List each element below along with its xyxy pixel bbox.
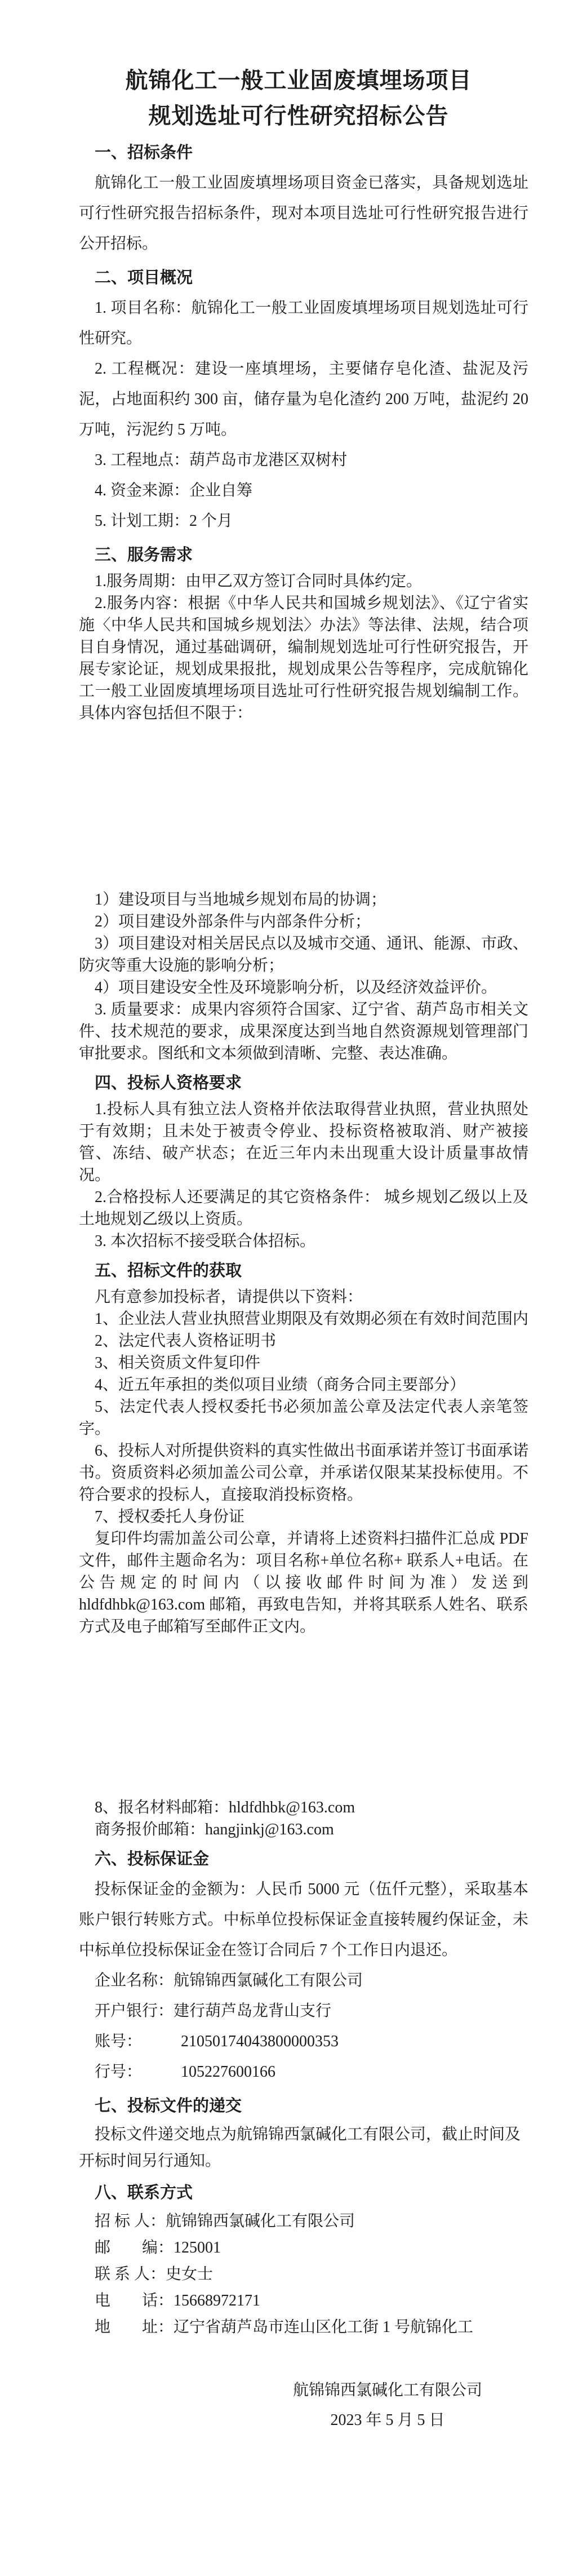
section-5-signup-email: 8、报名材料邮箱：hldfdhbk@163.com [95,1799,355,1816]
section-4-heading: 四、投标人资格要求 [95,1074,242,1092]
section-6-bankno-row [79,2057,528,2087]
section-3-paragraph-2: 2.服务内容：根据《中华人民共和国城乡规划法》、《辽宁省实施〈中华人民共和国城乡规划法〉办法》等法律、法规，结合项目自身情况，通过基础调研，编制规划选址可行性研究报告，开展专家论证，规划成果报批，规划成果公告等程序，完成航锦化工一般工业固废填埋场项目选址可行性研究报告规划编制工作。具体内容包括但不限于： [79,595,528,722]
section-3-subitem-3: 3）项目建设对相关居民点以及城市交通、通讯、能源、市政、防灾等重大设施的影响分析； [79,935,529,974]
section-2-item-4: 4. 资金来源：企业自筹 [95,482,253,499]
contact-phone-row: 电 话：15668972171 [95,2292,261,2309]
section-5-item-5: 5、法定代表人授权委托书必须加盖公章及法定代表人亲笔签字。 [79,1398,528,1438]
signature-company: 航锦锦西氯碱化工有限公司 [292,2382,482,2399]
section-3-paragraph-3: 3. 质量要求：成果内容须符合国家、辽宁省、葫芦岛市相关文件、技术规范的要求，成果深度达到当地自然资源规划管理部门审批要求。图纸和文本须做到清晰、完整、表达准确。 [79,1001,528,1062]
section-3-subitem-4: 4）项目建设安全性及环境影响分析，以及经济效益评价。 [95,979,497,996]
signature-date: 2023 年 5 月 5 日 [330,2411,445,2429]
section-3-subitem-2: 2）项目建设外部条件与内部条件分析； [95,913,371,930]
section-8-heading: 八、联系方式 [95,2184,193,2202]
section-1-paragraph: 航锦化工一般工业固废填埋场项目资金已落实，具备规划选址可行性研究报告招标条件，现对本项目选址可行性研究报告进行公开招标。 [79,174,528,252]
section-5-quote-email: 商务报价邮箱：hangjinkj@163.com [95,1821,334,1838]
section-5-item-6: 6、投标人对所提供资料的真实性做出书面承诺并签订书面承诺书。资质资料必须加盖公司公章，并承诺仅限某某投标使用。不符合要求的投标人，直接取消投标资格。 [79,1442,529,1504]
bank-number-value: 105227600166 [181,2063,276,2081]
account-number-value: 21050174043800000353 [181,2033,339,2050]
section-2-item-1: 1. 项目名称：航锦化工一般工业固废填埋场项目规划选址可行性研究。 [79,299,528,347]
page-break-gap-1 [79,724,528,889]
section-5-item-1: 1、企业法人营业执照营业期限及有效期必须在有效时间范围内 [95,1310,529,1328]
section-4-paragraph-2: 2.合格投标人还要满足的其它资格条件： 城乡规划乙级以上及土地规划乙级以上资质。 [79,1189,528,1228]
contact-person-row: 联 系 人：史女士 [95,2265,214,2283]
section-5-item-2: 2、法定代表人资格证明书 [95,1332,277,1350]
page-title-line2: 规划选址可行性研究招标公告 [148,104,449,128]
section-5-item-4: 4、近五年承担的类似项目业绩（商务合同主要部分） [95,1376,466,1394]
section-7-paragraph: 投标文件递交地点为航锦锦西氯碱化工有限公司，截止时间及开标时间另行通知。 [79,2126,521,2170]
contact-tenderer-row: 招 标 人：航锦锦西氯碱化工有限公司 [95,2213,355,2230]
section-4-paragraph-1: 1.投标人具有独立法人资格并依法取得营业执照，营业执照处于有效期；且未处于被责令停业、投标资格被取消、财产被接管、冻结、破产状态；在近三年内未出现重大设计质量事故情况。 [79,1101,528,1184]
account-number-label: 账号： [95,2033,143,2050]
page-break-gap-2 [79,1638,528,1797]
section-6-company-name: 企业名称：航锦锦西氯碱化工有限公司 [95,1972,363,1989]
section-5-note: 复印件均需加盖公司公章，并请将上述资料扫描件汇总成 PDF 文件，邮件主题命名为：项目名称+单位名称+ 联系人+电话。在公告规定的时间内（以接收邮件时间为准）发送到 hldfdhbk@163.com 邮箱，再致电告知，并将其联系人姓名、联系方式及电子邮箱写至邮件正文内。 [79,1530,528,1635]
section-4-paragraph-3: 3. 本次招标不接受联合体招标。 [95,1232,316,1250]
section-7-heading: 七、投标文件的递交 [95,2097,242,2115]
section-5-item-7: 7、授权委托人身份证 [95,1508,245,1526]
bank-number-label: 行号： [95,2063,143,2081]
section-6-paragraph: 投标保证金的金额为：人民币 5000 元（伍仟元整），采取基本账户银行转账方式。中标单位投标保证金直接转履约保证金，未中标单位投标保证金在签订合同后 7 个工作日内退还。 [79,1881,528,1959]
section-6-account-row [79,2027,528,2057]
section-1-heading: 一、招标条件 [95,144,193,162]
section-2-item-5: 5. 计划工期：2 个月 [95,512,233,530]
section-2-item-2: 2. 工程概况：建设一座填埋场，主要储存皂化渣、盐泥及污泥，占地面积约 300 亩，储存量为皂化渣约 200 万吨，盐泥约 20 万吨，污泥约 5 万吨。 [79,360,528,438]
section-5-heading: 五、招标文件的获取 [95,1262,242,1280]
contact-postcode-row: 邮 编：125001 [95,2239,221,2256]
signature-block [79,2375,528,2435]
page-title-line1: 航锦化工一般工业固废填埋场项目 [125,68,472,93]
section-3-subitem-1: 1）建设项目与当地城乡规划布局的协调； [95,891,387,908]
section-6-bank-name: 开户银行：建行葫芦岛龙背山支行 [95,2002,332,2020]
section-6-heading: 六、投标保证金 [95,1850,210,1868]
footer-gap [79,2340,528,2375]
section-5-intro: 凡有意参加投标者，请提供以下资料： [95,1288,363,1306]
section-3-paragraph-1: 1.服务周期：由甲乙双方签订合同时具体约定。 [95,573,423,590]
section-2-item-3: 3. 工程地点：葫芦岛市龙港区双树村 [95,451,348,469]
section-5-item-3: 3、相关资质文件复印件 [95,1354,261,1372]
section-3-heading: 三、服务需求 [95,546,193,564]
contact-address-row: 地 址：辽宁省葫芦岛市连山区化工街 1 号航锦化工 [95,2318,474,2336]
section-2-heading: 二、项目概况 [95,269,193,287]
